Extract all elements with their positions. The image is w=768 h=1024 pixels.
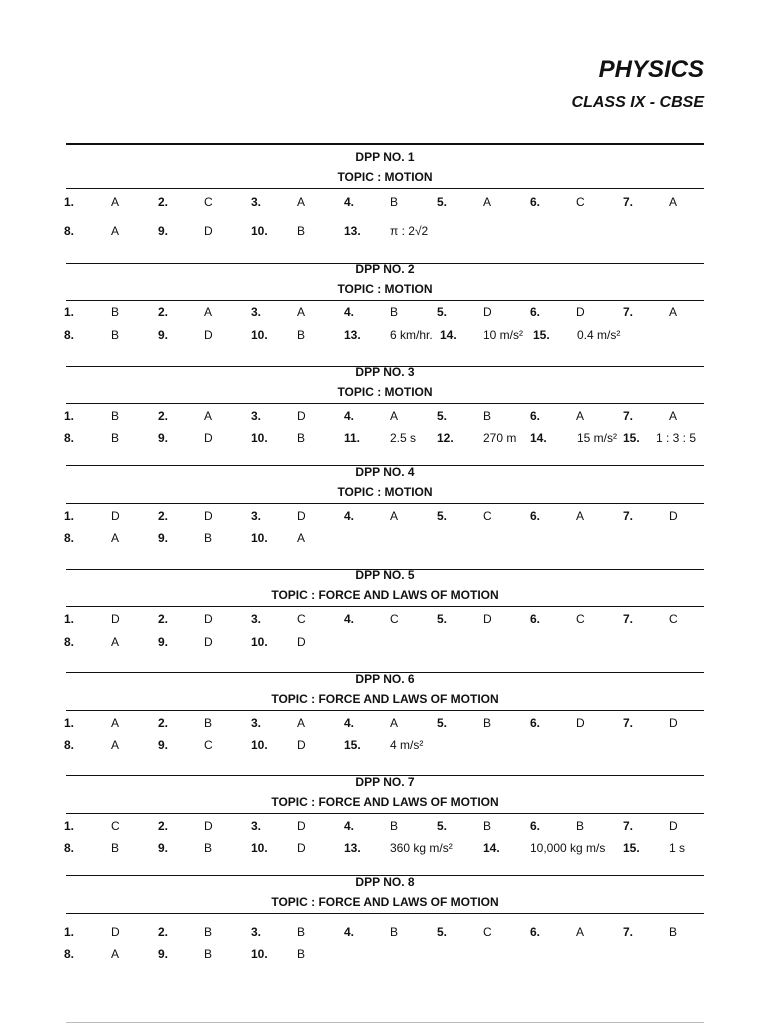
answer-value: B [390, 195, 399, 209]
question-number: 1. [64, 409, 75, 423]
answer-value: D [297, 635, 306, 649]
question-number: 4. [344, 195, 355, 209]
question-number: 5. [437, 925, 448, 939]
answer-value: D [669, 716, 678, 730]
answer-value: A [204, 305, 213, 319]
question-number: 2. [158, 195, 169, 209]
question-number: 1. [64, 612, 75, 626]
answer-value: A [111, 224, 120, 238]
answer-value: B [111, 841, 120, 855]
answer-value: A [390, 409, 399, 423]
question-number: 3. [251, 612, 262, 626]
answer-value: C [204, 738, 213, 752]
answer-value: D [204, 819, 213, 833]
question-number: 7. [623, 612, 634, 626]
answer-value: C [297, 612, 306, 626]
answer-value: D [669, 509, 678, 523]
answer-value: D [669, 819, 678, 833]
answer-value: D [204, 612, 213, 626]
answer-value: B [204, 841, 213, 855]
section-topic: TOPIC : MOTION [337, 282, 433, 296]
answer-value: B [111, 431, 120, 445]
question-number: 2. [158, 305, 169, 319]
question-number: 5. [437, 409, 448, 423]
question-number: 15. [344, 738, 361, 752]
question-number: 8. [64, 431, 75, 445]
question-number: 14. [483, 841, 500, 855]
answer-value: D [204, 431, 213, 445]
question-number: 10. [251, 531, 268, 545]
answer-value: D [297, 738, 306, 752]
answer-value: A [576, 409, 585, 423]
question-number: 5. [437, 819, 448, 833]
question-number: 7. [623, 509, 634, 523]
answer-value: D [297, 509, 306, 523]
section-topic: TOPIC : MOTION [337, 170, 433, 184]
question-number: 3. [251, 925, 262, 939]
answer-value: π : 2√2 [390, 224, 429, 238]
class-label: CLASS IX - CBSE [571, 94, 704, 111]
question-number: 2. [158, 509, 169, 523]
answer-value: B [483, 716, 492, 730]
question-number: 3. [251, 819, 262, 833]
answer-value: B [390, 925, 399, 939]
answer-value: A [297, 305, 306, 319]
question-number: 5. [437, 305, 448, 319]
section-topic: TOPIC : MOTION [337, 485, 433, 499]
section-topic: TOPIC : FORCE AND LAWS OF MOTION [271, 692, 499, 706]
answer-value: D [297, 409, 306, 423]
question-number: 1. [64, 925, 75, 939]
answer-value: 15 m/s² [577, 431, 618, 445]
question-number: 2. [158, 612, 169, 626]
answer-value: 6 km/hr. [390, 328, 433, 342]
question-number: 5. [437, 195, 448, 209]
answer-value: A [669, 409, 678, 423]
question-number: 6. [530, 819, 541, 833]
answer-value: D [204, 509, 213, 523]
question-number: 2. [158, 409, 169, 423]
question-number: 8. [64, 841, 75, 855]
answer-value: C [111, 819, 120, 833]
answer-value: A [111, 635, 120, 649]
question-number: 3. [251, 509, 262, 523]
answer-value: B [297, 925, 306, 939]
answer-value: B [297, 328, 306, 342]
section-divider [66, 188, 704, 189]
answer-value: C [204, 195, 213, 209]
answer-value: B [297, 224, 306, 238]
question-number: 4. [344, 925, 355, 939]
question-number: 8. [64, 738, 75, 752]
question-number: 8. [64, 224, 75, 238]
question-number: 7. [623, 409, 634, 423]
answer-value: A [297, 716, 306, 730]
answer-value: C [390, 612, 399, 626]
question-number: 4. [344, 509, 355, 523]
answer-value: B [111, 305, 120, 319]
section-divider [66, 300, 704, 301]
section-title: DPP NO. 1 [355, 150, 415, 164]
answer-value: A [390, 509, 399, 523]
question-number: 7. [623, 195, 634, 209]
answer-value: 270 m [483, 431, 517, 445]
question-number: 1. [64, 716, 75, 730]
answer-value: B [390, 819, 399, 833]
answer-value: B [111, 328, 120, 342]
answer-value: D [204, 635, 213, 649]
answer-value: D [483, 612, 492, 626]
answer-value: A [576, 925, 585, 939]
answer-value: A [669, 305, 678, 319]
question-number: 15. [533, 328, 550, 342]
answer-value: A [111, 531, 120, 545]
question-number: 10. [251, 841, 268, 855]
answer-value: A [297, 531, 306, 545]
question-number: 9. [158, 738, 169, 752]
section-title: DPP NO. 6 [355, 672, 415, 686]
answer-value: 360 kg m/s² [390, 841, 453, 855]
question-number: 7. [623, 305, 634, 319]
question-number: 1. [64, 305, 75, 319]
answer-value: B [297, 947, 306, 961]
answer-value: B [204, 947, 213, 961]
answer-value: D [297, 819, 306, 833]
question-number: 5. [437, 612, 448, 626]
question-number: 3. [251, 716, 262, 730]
question-number: 2. [158, 925, 169, 939]
answer-value: D [483, 305, 492, 319]
answer-value: 0.4 m/s² [577, 328, 621, 342]
section-divider [66, 403, 704, 404]
question-number: 8. [64, 531, 75, 545]
question-number: 9. [158, 841, 169, 855]
question-number: 8. [64, 635, 75, 649]
answer-value: 1 : 3 : 5 [656, 431, 697, 445]
answer-value: A [483, 195, 492, 209]
question-number: 1. [64, 819, 75, 833]
answer-value: B [111, 409, 120, 423]
answer-value: A [204, 409, 213, 423]
question-number: 6. [530, 716, 541, 730]
question-number: 7. [623, 716, 634, 730]
question-number: 3. [251, 195, 262, 209]
question-number: 14. [440, 328, 457, 342]
answer-value: 2.5 s [390, 431, 417, 445]
section-title: DPP NO. 5 [355, 568, 415, 582]
section-title: DPP NO. 7 [355, 775, 415, 789]
answer-value: C [483, 509, 492, 523]
answer-value: A [111, 947, 120, 961]
bottom-rule [66, 1022, 704, 1023]
question-number: 9. [158, 947, 169, 961]
question-number: 13. [344, 328, 361, 342]
answer-value: D [111, 509, 120, 523]
answer-value: A [297, 195, 306, 209]
section-divider [66, 913, 704, 914]
answer-value: B [390, 305, 399, 319]
question-number: 10. [251, 328, 268, 342]
section-divider [66, 606, 704, 607]
answer-value: A [390, 716, 399, 730]
answer-value: D [576, 305, 585, 319]
question-number: 8. [64, 328, 75, 342]
question-number: 8. [64, 947, 75, 961]
answer-value: A [111, 738, 120, 752]
answer-value: A [111, 195, 120, 209]
question-number: 15. [623, 431, 640, 445]
answer-value: C [483, 925, 492, 939]
question-number: 10. [251, 635, 268, 649]
question-number: 4. [344, 716, 355, 730]
answer-value: A [669, 195, 678, 209]
section-title: DPP NO. 4 [355, 465, 415, 479]
question-number: 2. [158, 819, 169, 833]
question-number: 6. [530, 925, 541, 939]
answer-value: D [576, 716, 585, 730]
question-number: 15. [623, 841, 640, 855]
question-number: 6. [530, 612, 541, 626]
question-number: 14. [530, 431, 547, 445]
answer-value: B [483, 409, 492, 423]
answer-value: B [297, 431, 306, 445]
question-number: 10. [251, 947, 268, 961]
section-divider [66, 710, 704, 711]
question-number: 9. [158, 635, 169, 649]
answer-value: D [204, 328, 213, 342]
section-topic: TOPIC : FORCE AND LAWS OF MOTION [271, 588, 499, 602]
question-number: 9. [158, 224, 169, 238]
question-number: 4. [344, 819, 355, 833]
question-number: 7. [623, 925, 634, 939]
answer-value: B [483, 819, 492, 833]
question-number: 13. [344, 841, 361, 855]
page-title: PHYSICS [598, 56, 704, 83]
question-number: 9. [158, 328, 169, 342]
answer-value: B [204, 531, 213, 545]
answer-value: 4 m/s² [390, 738, 424, 752]
section-topic: TOPIC : MOTION [337, 385, 433, 399]
question-number: 9. [158, 431, 169, 445]
question-number: 5. [437, 509, 448, 523]
question-number: 9. [158, 531, 169, 545]
question-number: 4. [344, 612, 355, 626]
answer-value: A [111, 716, 120, 730]
answer-value: B [204, 716, 213, 730]
answer-value: 10 m/s² [483, 328, 524, 342]
question-number: 6. [530, 509, 541, 523]
section-topic: TOPIC : FORCE AND LAWS OF MOTION [271, 895, 499, 909]
answer-value: A [576, 509, 585, 523]
question-number: 10. [251, 224, 268, 238]
answer-value: 10,000 kg m/s [530, 841, 606, 855]
answer-value: B [576, 819, 585, 833]
answer-value: B [669, 925, 678, 939]
section-title: DPP NO. 3 [355, 365, 415, 379]
answer-value: C [576, 195, 585, 209]
question-number: 7. [623, 819, 634, 833]
answer-value: D [204, 224, 213, 238]
section-divider [66, 813, 704, 814]
question-number: 12. [437, 431, 454, 445]
section-topic: TOPIC : FORCE AND LAWS OF MOTION [271, 795, 499, 809]
answer-value: D [111, 612, 120, 626]
question-number: 1. [64, 509, 75, 523]
question-number: 4. [344, 305, 355, 319]
question-number: 6. [530, 195, 541, 209]
question-number: 2. [158, 716, 169, 730]
question-number: 1. [64, 195, 75, 209]
question-number: 10. [251, 738, 268, 752]
answer-value: C [669, 612, 678, 626]
question-number: 3. [251, 409, 262, 423]
top-rule [66, 143, 704, 145]
section-title: DPP NO. 8 [355, 875, 415, 889]
answer-value: B [204, 925, 213, 939]
question-number: 3. [251, 305, 262, 319]
answer-value: C [576, 612, 585, 626]
question-number: 6. [530, 305, 541, 319]
answer-value: D [297, 841, 306, 855]
question-number: 5. [437, 716, 448, 730]
answer-value: D [111, 925, 120, 939]
answer-value: 1 s [669, 841, 686, 855]
question-number: 10. [251, 431, 268, 445]
question-number: 6. [530, 409, 541, 423]
question-number: 13. [344, 224, 361, 238]
question-number: 4. [344, 409, 355, 423]
section-divider [66, 503, 704, 504]
section-title: DPP NO. 2 [355, 262, 415, 276]
question-number: 11. [344, 431, 361, 445]
